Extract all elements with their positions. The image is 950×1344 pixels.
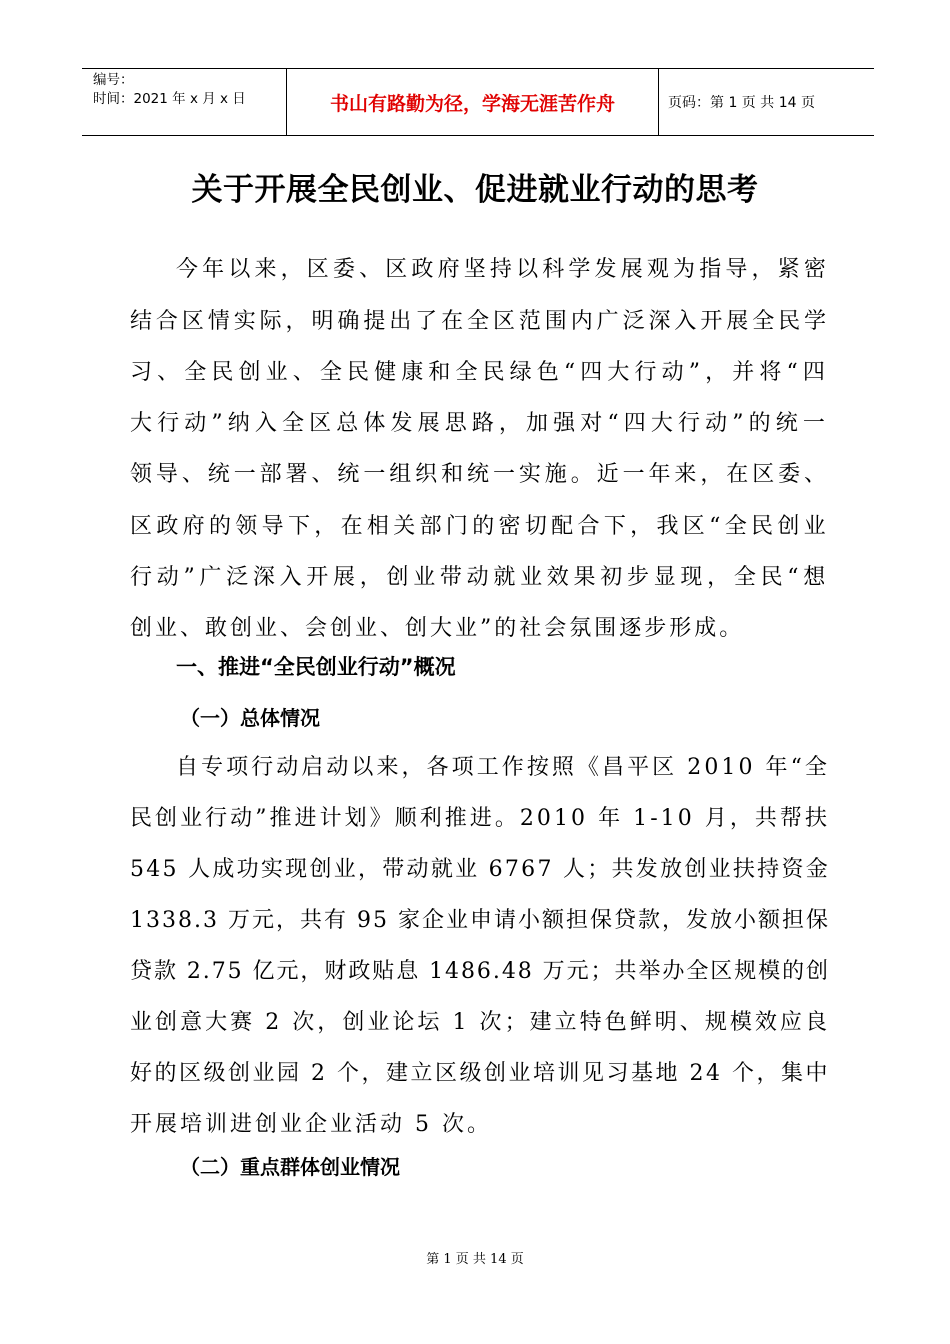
paragraph-line: 545 人成功实现创业，带动就业 6767 人；共发放创业扶持资金 (130, 857, 830, 882)
subsection-heading: （一）总体情况 (180, 706, 320, 730)
paragraph-line: 业创意大赛 2 次，创业论坛 1 次；建立特色鲜明、规模效应良 (130, 1010, 830, 1035)
subsection-heading: （二）重点群体创业情况 (180, 1155, 400, 1179)
paragraph-line: 习、全民创业、全民健康和全民绿色“四大行动”，并将“四 (130, 360, 830, 385)
paragraph-line: 民创业行动”推进计划》顺利推进。2010 年 1-10 月，共帮扶 (130, 806, 830, 831)
paragraph-line: 1338.3 万元，共有 95 家企业申请小额担保贷款，发放小额担保 (130, 908, 830, 933)
paragraph-line: 结合区情实际，明确提出了在全区范围内广泛深入开展全民学 (130, 309, 830, 334)
document-title: 关于开展全民创业、促进就业行动的思考 (191, 172, 759, 208)
paragraph-line: 创业、敢创业、会创业、创大业”的社会氛围逐步形成。 (130, 616, 745, 641)
paragraph-line: 领导、统一部署、统一组织和统一实施。近一年来，在区委、 (130, 462, 830, 487)
paragraph-line: 区政府的领导下，在相关部门的密切配合下，我区“全民创业 (130, 514, 830, 539)
paragraph-line: 开展培训进创业企业活动 5 次。 (130, 1112, 492, 1137)
paragraph-line: 好的区级创业园 2 个，建立区级创业培训见习基地 24 个，集中 (130, 1061, 830, 1086)
paragraph-line: 行动”广泛深入开展，创业带动就业效果初步显现，全民“想 (130, 565, 830, 590)
section-heading: 一、推进“全民创业行动”概况 (176, 655, 456, 679)
motto: 书山有路勤为径，学海无涯苦作舟 (286, 69, 659, 135)
paragraph-line: 大行动”纳入全区总体发展思路，加强对“四大行动”的统一 (130, 411, 830, 436)
paragraph-line: 贷款 2.75 亿元，财政贴息 1486.48 万元；共举办全区规模的创 (130, 959, 830, 984)
header-meta (82, 69, 286, 135)
number-label: 编号： (93, 72, 134, 88)
paragraph-line: 自专项行动启动以来，各项工作按照《昌平区 2010 年“全 (176, 755, 830, 780)
document-header (82, 68, 874, 136)
page-info: 页码：第 1 页 共 14 页 (668, 95, 815, 111)
time-label: 时间：2021 年 x 月 x 日 (93, 91, 246, 107)
page-footer: 第 1 页 共 14 页 (426, 1252, 524, 1267)
paragraph-line: 今年以来，区委、区政府坚持以科学发展观为指导，紧密 (176, 257, 830, 282)
